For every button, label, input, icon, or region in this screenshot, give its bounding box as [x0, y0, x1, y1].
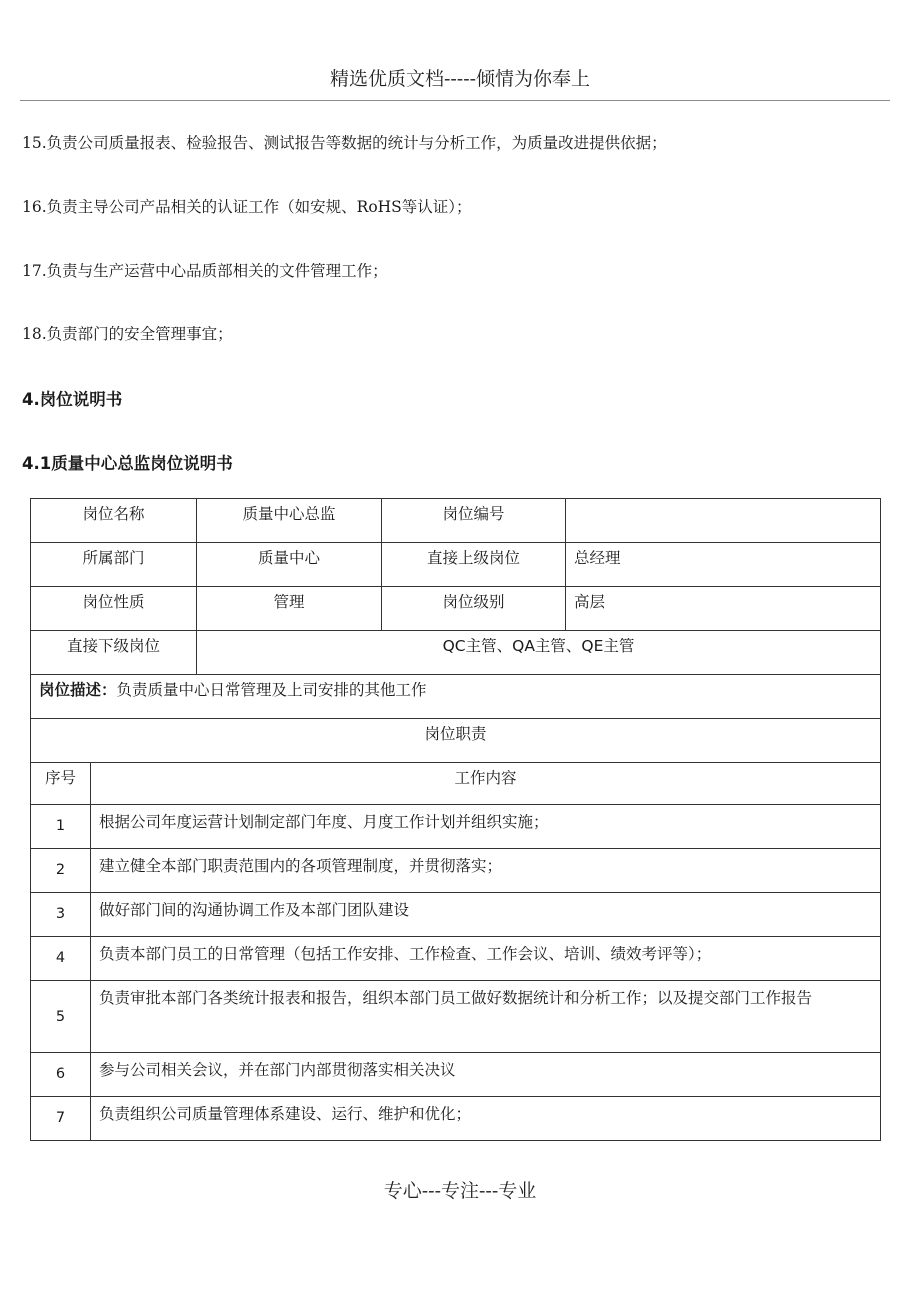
paragraph-16: 16.负责主导公司产品相关的认证工作（如安规、RoHS等认证）； [22, 198, 472, 216]
subordinate-value: QC主管、QA主管、QE主管 [197, 631, 881, 675]
paragraph-18: 18.负责部门的安全管理事宜； [22, 325, 233, 343]
table-row [31, 763, 881, 805]
table-row [31, 981, 881, 1053]
page-header: 精选优质文档-----倾情为你奉上 [329, 68, 591, 90]
duty-number: 5 [31, 981, 91, 1053]
paragraph-17: 17.负责与生产运营中心品质部相关的文件管理工作； [22, 262, 388, 280]
superior-label: 直接上级岗位 [382, 543, 566, 587]
department-value: 质量中心 [197, 543, 382, 587]
col-content-header: 工作内容 [91, 763, 881, 805]
section-heading: 4.岗位说明书 [22, 390, 123, 409]
subordinate-label: 直接下级岗位 [31, 631, 197, 675]
table-row [31, 543, 881, 587]
col-no-header: 序号 [31, 763, 91, 805]
position-name-value: 质量中心总监 [197, 499, 382, 543]
duty-text: 建立健全本部门职责范围内的各项管理制度，并贯彻落实； [91, 849, 881, 893]
table-row [31, 893, 881, 937]
table-row [31, 805, 881, 849]
nature-label: 岗位性质 [31, 587, 197, 631]
table-row [31, 631, 881, 675]
table-row [31, 1053, 881, 1097]
description-cell [31, 675, 881, 719]
table-row [31, 1097, 881, 1141]
nature-value: 管理 [197, 587, 382, 631]
duties-header: 岗位职责 [31, 719, 881, 763]
table-row [31, 675, 881, 719]
description-value: 负责质量中心日常管理及上司安排的其他工作 [116, 681, 427, 699]
duty-text: 负责本部门员工的日常管理（包括工作安排、工作检查、工作会议、培训、绩效考评等）； [91, 937, 881, 981]
duty-text: 做好部门间的沟通协调工作及本部门团队建设 [91, 893, 881, 937]
table-row [31, 719, 881, 763]
duty-number: 1 [31, 805, 91, 849]
duty-text: 参与公司相关会议，并在部门内部贯彻落实相关决议 [91, 1053, 881, 1097]
level-label: 岗位级别 [382, 587, 566, 631]
duty-number: 4 [31, 937, 91, 981]
position-code-label: 岗位编号 [382, 499, 566, 543]
table-row [31, 849, 881, 893]
page-footer: 专心---专注---专业 [383, 1180, 537, 1202]
level-value: 高层 [566, 587, 881, 631]
table-row [31, 937, 881, 981]
position-code-value [566, 499, 881, 543]
duty-text: 负责组织公司质量管理体系建设、运行、维护和优化； [91, 1097, 881, 1141]
duty-number: 6 [31, 1053, 91, 1097]
department-label: 所属部门 [31, 543, 197, 587]
duty-number: 7 [31, 1097, 91, 1141]
position-name-label: 岗位名称 [31, 499, 197, 543]
table-row [31, 499, 881, 543]
superior-value: 总经理 [566, 543, 881, 587]
description-label: 岗位描述： [39, 681, 117, 699]
paragraph-15: 15.负责公司质量报表、检验报告、测试报告等数据的统计与分析工作，为质量改进提供依据； [22, 134, 667, 152]
duty-number: 3 [31, 893, 91, 937]
duty-text: 根据公司年度运营计划制定部门年度、月度工作计划并组织实施； [91, 805, 881, 849]
header-divider [20, 100, 890, 101]
job-description-table [30, 498, 881, 1141]
table-row [31, 587, 881, 631]
duty-number: 2 [31, 849, 91, 893]
duty-text: 负责审批本部门各类统计报表和报告，组织本部门员工做好数据统计和分析工作；以及提交部门工作报告 [91, 981, 881, 1053]
subsection-heading: 4.1质量中心总监岗位说明书 [22, 454, 233, 473]
